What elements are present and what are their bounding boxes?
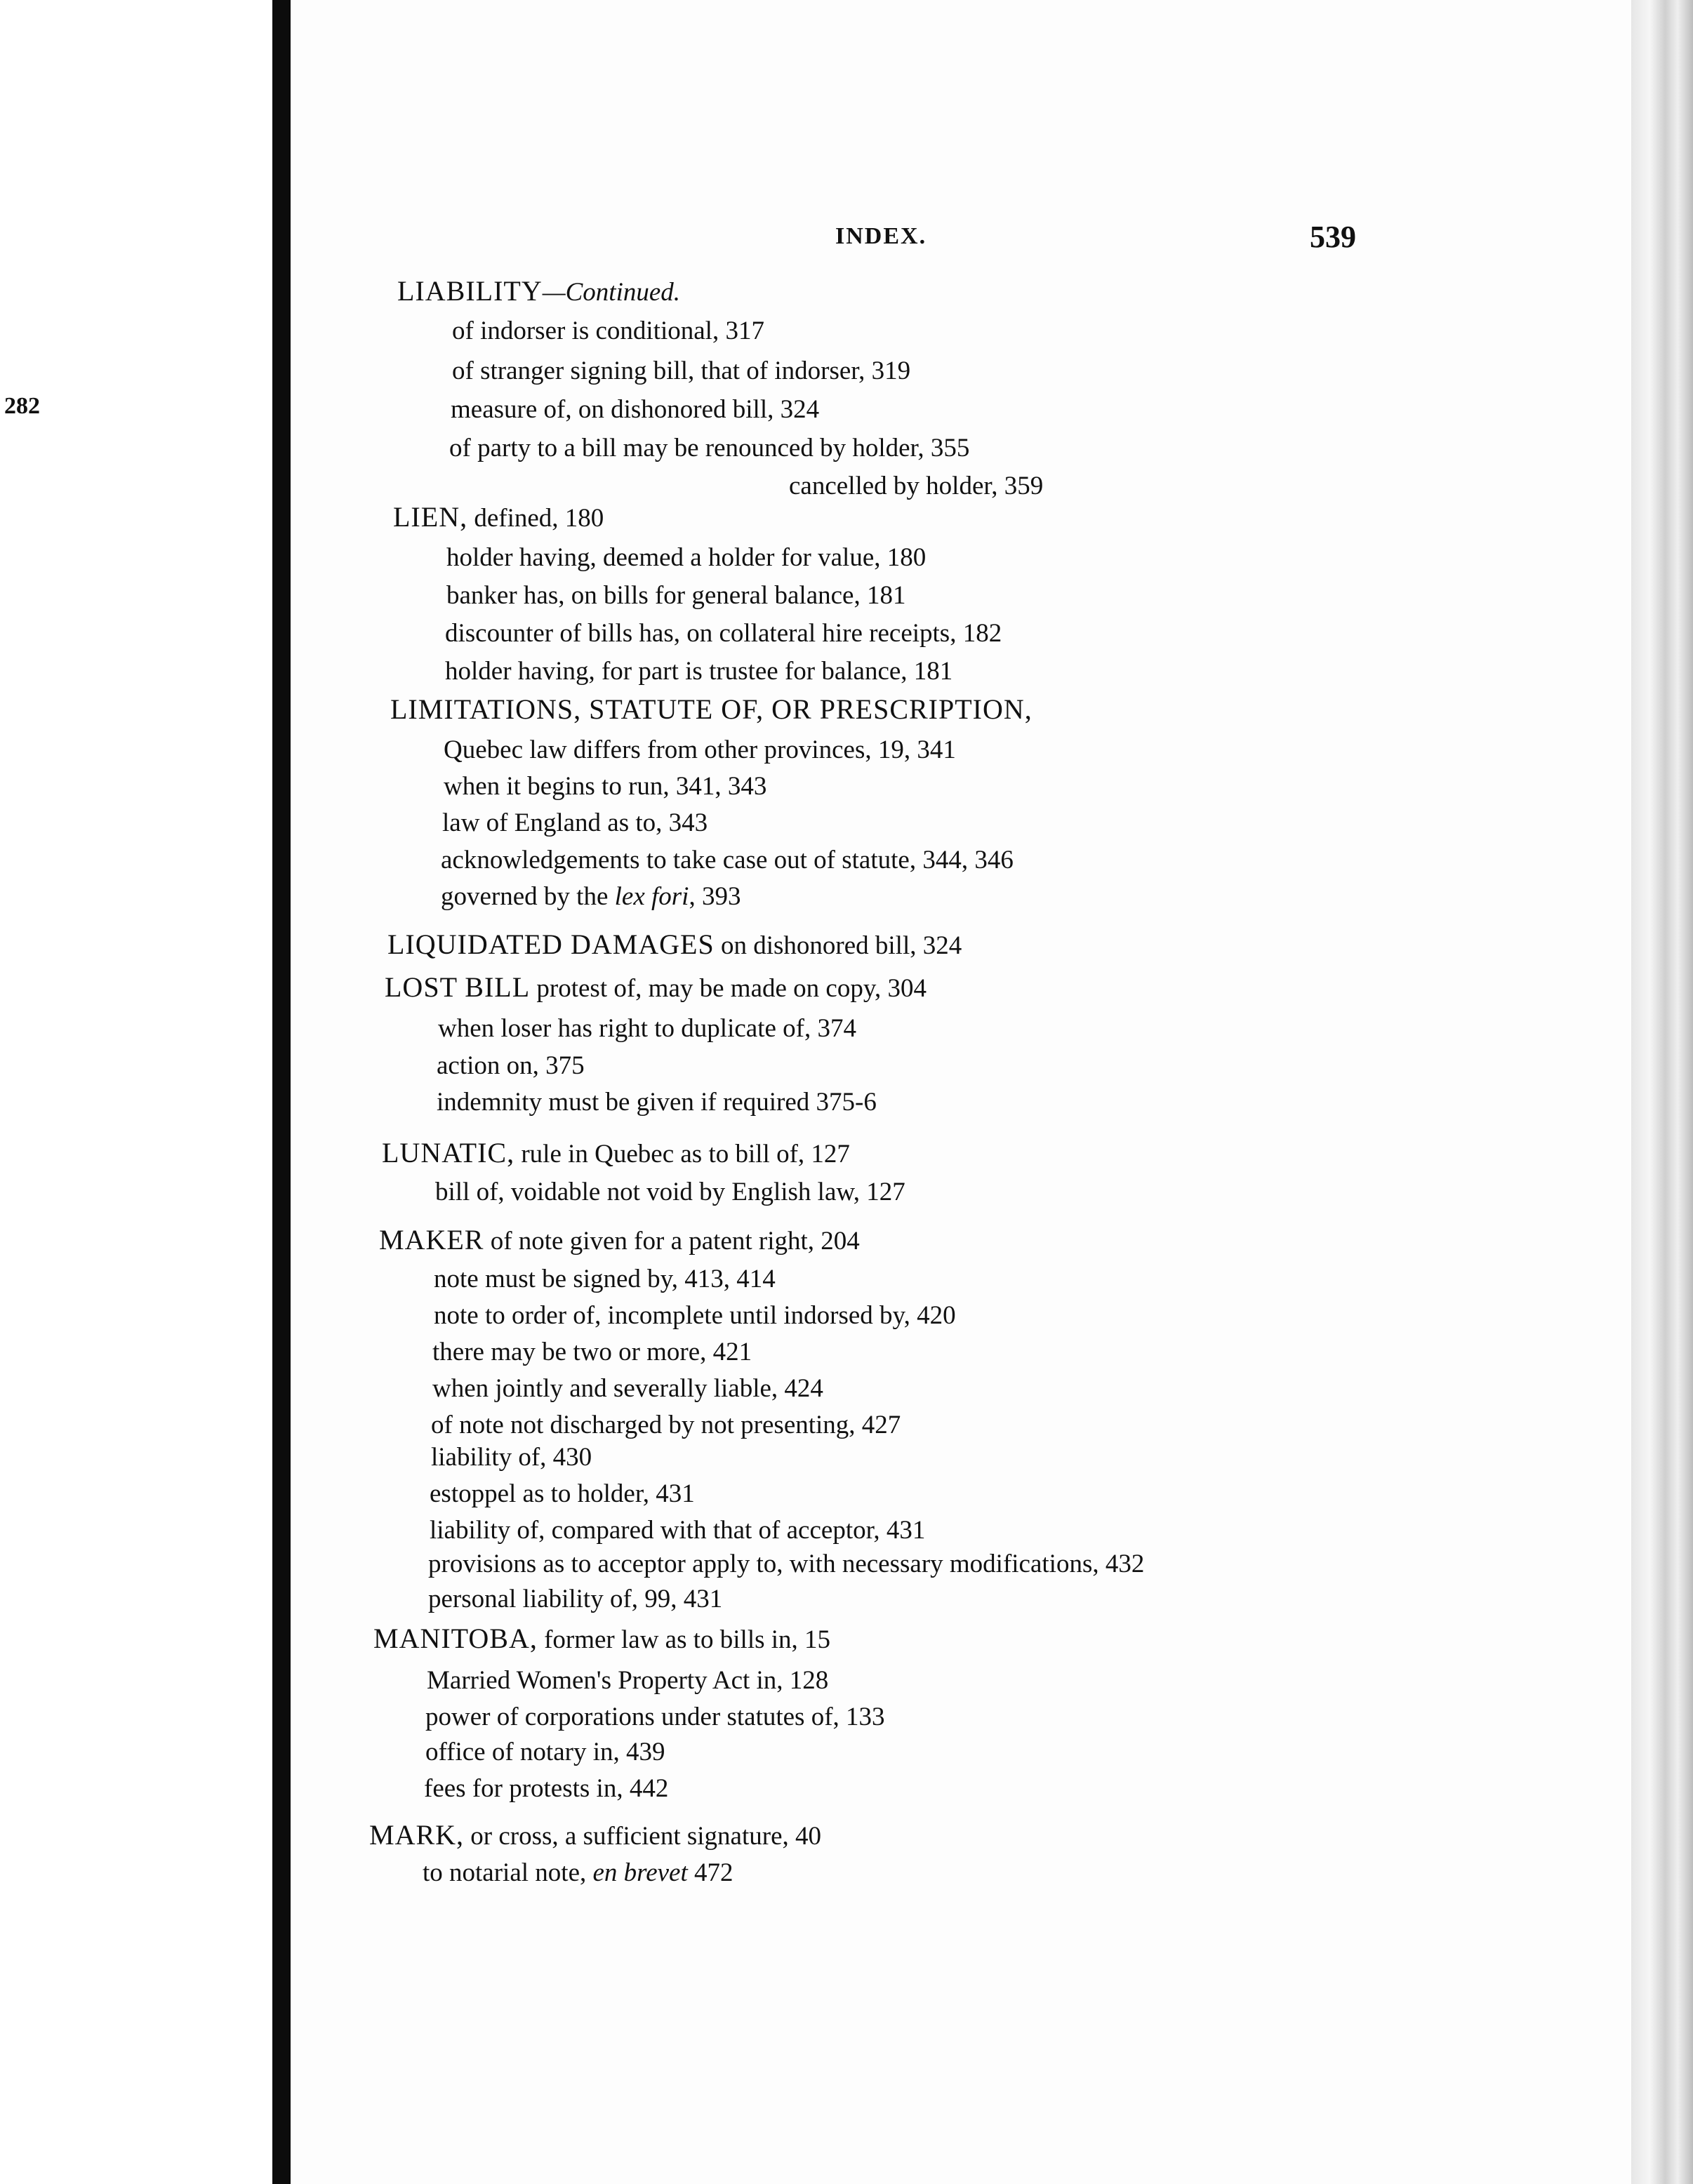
sub-entry: measure of, on dishonored bill, 324 — [451, 395, 820, 424]
sub-entry: law of England as to, 343 — [442, 808, 708, 837]
sub-entry: provisions as to acceptor apply to, with necessary modifications, 432 — [428, 1550, 1145, 1578]
page-number: 539 — [1310, 220, 1356, 254]
sub-entry: personal liability of, 99, 431 — [428, 1585, 723, 1613]
sub-entry: acknowledgements to take case out of statute, 344, 346 — [441, 846, 1014, 874]
sub-entry: liability of, compared with that of acceptor, 431 — [430, 1516, 926, 1545]
entry-heading-manitoba: MANITOBA, former law as to bills in, 15 — [373, 1623, 831, 1654]
sub-entry: of note not discharged by not presenting, 427 — [431, 1411, 901, 1439]
facing-page-fragment — [0, 0, 272, 2184]
sub-entry: when jointly and severally liable, 424 — [432, 1374, 823, 1403]
sub-entry: holder having, for part is trustee for balance, 181 — [445, 657, 953, 686]
running-head: INDEX. — [835, 223, 927, 249]
sub-entry: banker has, on bills for general balance, 181 — [446, 581, 906, 610]
sub-entry: of stranger signing bill, that of indorser, 319 — [452, 357, 911, 385]
sub-entry: when loser has right to duplicate of, 374 — [438, 1014, 856, 1043]
sub-entry: holder having, deemed a holder for value, 180 — [446, 543, 927, 572]
sub-entry: of indorser is conditional, 317 — [452, 317, 764, 345]
sub-entry: cancelled by holder, 359 — [789, 472, 1044, 500]
entry-heading-liquidated-damages: LIQUIDATED DAMAGES on dishonored bill, 324 — [387, 928, 962, 960]
sub-entry: of party to a bill may be renounced by holder, 355 — [449, 434, 970, 462]
sub-entry: fees for protests in, 442 — [424, 1774, 669, 1803]
entry-heading-maker: MAKER of note given for a patent right, 204 — [379, 1224, 860, 1256]
sub-entry: office of notary in, 439 — [425, 1738, 665, 1766]
entry-heading-limitations: LIMITATIONS, STATUTE OF, OR PRESCRIPTION, — [390, 693, 1033, 725]
sub-entry: Quebec law differs from other provinces, 19, 341 — [444, 735, 956, 764]
sub-entry: to notarial note, en brevet 472 — [423, 1858, 733, 1887]
sub-entry: power of corporations under statutes of, 133 — [425, 1703, 885, 1731]
sub-entry: action on, 375 — [437, 1051, 585, 1080]
sub-entry: note to order of, incomplete until indorsed by, 420 — [434, 1301, 956, 1330]
sub-entry: indemnity must be given if required 375-6 — [437, 1088, 877, 1117]
entry-heading-liability: LIABILITY—Continued. — [397, 275, 681, 307]
entry-heading-lunatic: LUNATIC, rule in Quebec as to bill of, 127 — [382, 1137, 850, 1168]
sub-entry: discounter of bills has, on collateral hire receipts, 182 — [445, 619, 1002, 648]
sub-entry: there may be two or more, 421 — [432, 1338, 752, 1366]
sub-entry: bill of, voidable not void by English law, 127 — [435, 1178, 905, 1206]
entry-heading-mark: MARK, or cross, a sufficient signature, 40 — [369, 1819, 821, 1851]
sub-entry: Married Women's Property Act in, 128 — [427, 1666, 829, 1695]
sub-entry: note must be signed by, 413, 414 — [434, 1265, 776, 1293]
page-edge-stack — [1631, 0, 1693, 2184]
facing-page-number: 282 — [4, 393, 40, 419]
sub-entry: estoppel as to holder, 431 — [430, 1479, 695, 1508]
entry-heading-lost-bill: LOST BILL protest of, may be made on copy, 304 — [385, 971, 927, 1003]
entry-heading-lien: LIEN, defined, 180 — [393, 501, 604, 533]
sub-entry: when it begins to run, 341, 343 — [444, 772, 767, 801]
sub-entry: governed by the lex fori, 393 — [441, 882, 741, 911]
sub-entry: liability of, 430 — [431, 1443, 592, 1472]
book-gutter — [272, 0, 291, 2184]
